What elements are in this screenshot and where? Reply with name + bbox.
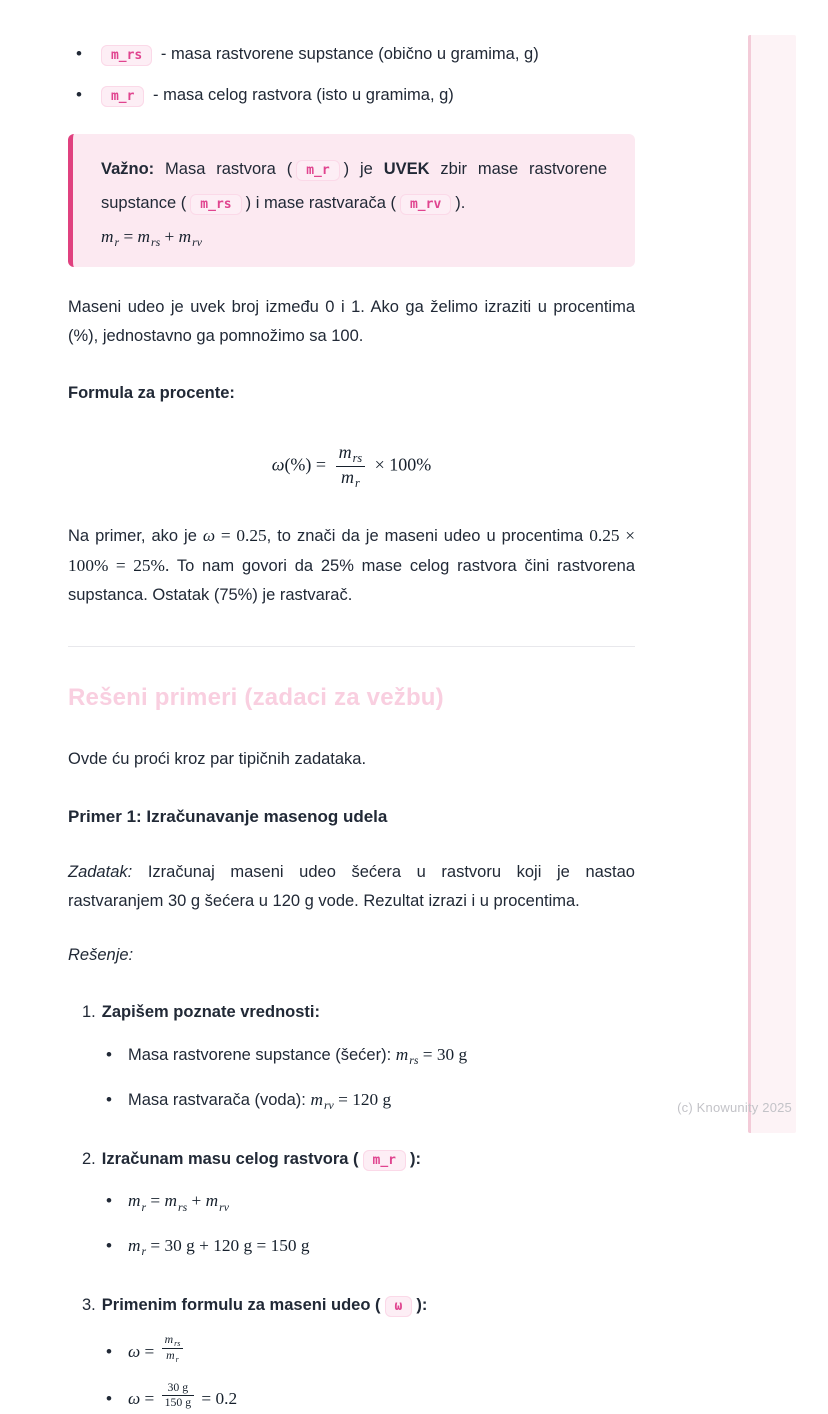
- inline-math: $m_{rs} = 30$ g: [395, 1045, 468, 1068]
- inline-code-badge: m_rv: [400, 194, 451, 215]
- list-item: [106, 1085, 635, 1117]
- page-edge-stripe: [748, 35, 796, 1133]
- step-item: [82, 1145, 635, 1263]
- list-item: [106, 1333, 635, 1368]
- paragraph-text: Na primer, ako je: [68, 526, 197, 545]
- bullet-icon: [106, 1186, 112, 1216]
- step-number: 1.: [82, 1003, 96, 1022]
- callout-text: zbir mase rastvorene supstance (: [101, 159, 608, 213]
- list-item: [106, 1381, 635, 1414]
- bullet-icon: [106, 1337, 112, 1367]
- step-number: 2.: [82, 1149, 96, 1168]
- bullet-icon: [76, 39, 82, 69]
- inline-code-badge: m_r: [101, 86, 144, 107]
- inline-code-badge: m_r: [363, 1150, 406, 1171]
- callout-text: ) i mase rastvarača (: [245, 194, 396, 213]
- inline-math: 0.25 × 100% = 25%.: [68, 525, 636, 575]
- inline-math: $m_r = 30$ g + 120 g = 150 g: [127, 1236, 310, 1259]
- step-title-text: ):: [410, 1149, 422, 1168]
- solution-label: Rešenje:: [68, 946, 134, 965]
- callout-text: ) je: [343, 159, 373, 178]
- bullet-icon: [106, 1085, 112, 1115]
- important-callout: [68, 134, 635, 267]
- inline-math: $m_{rv} = 120$ g: [310, 1089, 392, 1112]
- bullet-icon: [106, 1231, 112, 1261]
- inline-code-badge: ω: [385, 1296, 413, 1317]
- callout-text: ).: [455, 194, 466, 213]
- section-heading: Rešeni primeri (zadaci za vežbu): [68, 684, 444, 712]
- watermark: (c) Knowunity 2025: [677, 1100, 792, 1115]
- sub-text: Masa rastvarača (voda):: [127, 1090, 306, 1109]
- document-body: [68, 0, 635, 1414]
- inline-math: ω = 0.25: [202, 525, 267, 545]
- bullet-icon: [76, 80, 82, 110]
- paragraph: Maseni udeo je uvek broj između 0 i 1. Ako ga želimo izraziti u procentima (%), jednostavno ga pomnožimo sa 100.: [68, 297, 635, 345]
- example-heading: Primer 1: Izračunavanje masenog udela: [68, 806, 388, 826]
- sub-text: Masa rastvorene supstance (šećer):: [127, 1046, 392, 1065]
- step-title-text: Izračunam masu celog rastvora (: [101, 1149, 359, 1168]
- paragraph: [68, 521, 635, 611]
- step-item: [82, 998, 635, 1116]
- section-divider: [68, 646, 635, 647]
- step-title: [102, 1150, 421, 1168]
- list-item: [106, 1186, 635, 1218]
- step-sublist: [82, 1040, 635, 1116]
- definition-list: [68, 39, 635, 110]
- definition-text: - masa rastvorene supstance (obično u gramima, g): [160, 45, 539, 63]
- percent-formula: ω(%) = $\frac{m_{rs}}{m_r}$ × 100%: [271, 441, 432, 490]
- inline-math: $m_r = m_{rs} + m_{rv}$: [127, 1191, 229, 1214]
- step-sublist: [82, 1186, 635, 1262]
- solution-paragraph: [68, 941, 635, 970]
- paragraph-text: , to znači da je maseni udeo u procentima: [266, 526, 584, 545]
- task-label: Zadatak:: [68, 862, 133, 881]
- solution-steps: [68, 998, 635, 1414]
- inline-math: ω = $\frac{m_{rs}}{m_r}$: [128, 1342, 186, 1361]
- inline-math: ω = $\frac{30 g}{150 g}$ = 0.2: [127, 1380, 238, 1409]
- task-paragraph: [68, 858, 635, 916]
- bullet-icon: [106, 1384, 112, 1414]
- list-item: [68, 80, 635, 110]
- definition-text: - masa celog rastvora (isto u gramima, g): [153, 85, 454, 104]
- mass-sum-formula: $m_r = m_{rs} + m_{rv}$: [101, 227, 202, 250]
- paragraph-text: To nam govori da 25% mase celog rastvora čini rastvorena supstanca. Ostatak (75%) je rastvarač.: [68, 556, 635, 605]
- step-title-text: Primenim formulu za maseni udeo (: [101, 1295, 381, 1314]
- task-text: Izračunaj maseni udeo šećera u rastvoru koji je nastao rastvaranjem 30 g šećera u 120 g vode. Rezultat izrazi i u procentima.: [68, 862, 635, 910]
- list-item: [68, 39, 635, 69]
- bullet-icon: [106, 1040, 112, 1070]
- section-intro: Ovde ću proći kroz par tipičnih zadataka.: [68, 750, 367, 769]
- step-title-text: ):: [416, 1295, 428, 1314]
- list-item: [106, 1040, 635, 1072]
- step-number: 3.: [82, 1295, 96, 1314]
- list-item: [106, 1231, 635, 1263]
- callout-text: Masa rastvora (: [165, 159, 293, 178]
- step-item: [82, 1291, 635, 1414]
- inline-code-badge: m_rs: [101, 45, 152, 66]
- step-title: [102, 1296, 428, 1314]
- step-sublist: [82, 1333, 635, 1414]
- callout-emphasis: UVEK: [383, 159, 430, 178]
- formula-lead: Formula za procente:: [68, 383, 235, 402]
- step-title: Zapišem poznate vrednosti:: [101, 1003, 320, 1022]
- inline-code-badge: m_rs: [190, 194, 241, 215]
- callout-label: Važno:: [101, 159, 155, 178]
- inline-code-badge: m_r: [296, 160, 339, 181]
